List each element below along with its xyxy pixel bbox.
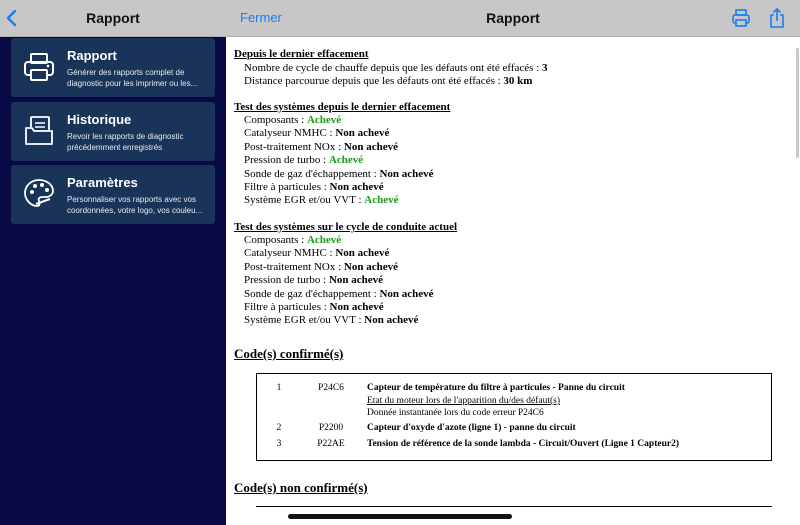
test-item [244, 154, 363, 166]
test-status: Non achevé [343, 260, 398, 273]
confirmed-codes-title: Code(s) confirmé(s) [234, 346, 344, 361]
printer-icon[interactable] [731, 8, 751, 28]
test-status: Non achevé [379, 287, 434, 300]
test-status: Non achevé [364, 314, 419, 327]
code-id: P2200 [318, 423, 344, 433]
page-title: Rapport [486, 10, 540, 26]
test-label: Pression de turbo : [244, 154, 329, 167]
test-label: Sonde de gaz d'échappement : [244, 167, 380, 180]
table-row [257, 439, 773, 452]
test-status: Achevé [306, 234, 342, 246]
printer-icon [22, 50, 56, 84]
card-title: Rapport [67, 48, 117, 63]
code-description: Tension de référence de la sonde lambda - Circuit/Ouvert (Ligne 1 Capteur2) [367, 439, 679, 449]
test-item [244, 168, 434, 180]
test-label: Filtre à particules : [244, 181, 330, 193]
test-status: Non achevé [379, 167, 434, 180]
sidebar [0, 0, 226, 525]
card-rapport[interactable] [11, 38, 215, 97]
code-number: 2 [276, 423, 282, 433]
test-item [244, 247, 389, 259]
test-status: Achevé [328, 154, 364, 167]
test-label: Post-traitement NOx : [244, 140, 344, 153]
test-label: Composants : [244, 234, 307, 246]
test-label: Post-traitement NOx : [244, 260, 344, 273]
test-item [244, 127, 389, 139]
code-number: 3 [276, 439, 282, 449]
main-panel [226, 0, 800, 525]
report-line: Nombre de cycle de chauffe depuis que les défauts ont été effacés : 3 [244, 62, 548, 74]
test-item [244, 261, 398, 273]
report-document[interactable] [226, 37, 800, 525]
freeze-frame-note: Donnée instantanée lors du code erreur P24C6 [367, 408, 544, 418]
table-row-sub [257, 408, 773, 421]
test-status: Non achevé [328, 274, 384, 287]
test-item [244, 234, 341, 246]
confirmed-codes-table [256, 373, 772, 461]
top-bar [226, 0, 800, 37]
test-item [244, 274, 383, 286]
test-status: Achevé [364, 194, 399, 207]
card-description: Générer des rapports complet de diagnostic pour les imprimer ou les... [67, 68, 198, 88]
test-label: Pression de turbo : [244, 274, 329, 287]
sidebar-header [0, 0, 226, 37]
code-id: P22AE [317, 439, 345, 449]
test-label: Filtre à particules : [244, 301, 330, 313]
table-row [257, 423, 773, 436]
home-indicator[interactable] [288, 514, 512, 519]
documents-icon [22, 114, 56, 148]
share-icon[interactable] [768, 7, 786, 29]
test-item [244, 181, 384, 193]
test-item [244, 288, 434, 300]
palette-icon [22, 177, 56, 211]
test-status: Achevé [306, 114, 342, 126]
test-label: Composants : [244, 114, 307, 126]
test-label: Système EGR et/ou VVT : [244, 314, 365, 327]
test-item [244, 301, 384, 313]
close-button[interactable]: Fermer [240, 10, 282, 25]
card-parametres[interactable] [11, 165, 215, 224]
card-title: Paramètres [67, 175, 138, 190]
test-status: Non achevé [335, 247, 390, 260]
test-item [244, 141, 398, 153]
code-number: 1 [276, 383, 282, 393]
card-title: Historique [67, 112, 132, 127]
test-label: Système EGR et/ou VVT : [244, 194, 365, 207]
sidebar-title: Rapport [86, 10, 140, 26]
code-description: Capteur de température du filtre à particules - Panne du circuit [367, 383, 625, 393]
scrollbar[interactable] [796, 48, 799, 158]
test-status: Non achevé [329, 181, 384, 193]
table-row [257, 383, 773, 396]
report-line: Distance parcourue depuis que les défauts ont été effacés : 30 km [244, 75, 533, 87]
test-status: Non achevé [329, 301, 384, 313]
section-title: Depuis le dernier effacement [234, 48, 369, 60]
test-label: Catalyseur NMHC : [244, 247, 336, 260]
section-title: Test des systèmes depuis le dernier effacement [234, 101, 451, 113]
test-label: Sonde de gaz d'échappement : [244, 287, 380, 300]
freeze-frame-link[interactable]: Etat du moteur lors de l'apparition du/des défaut(s) [367, 396, 560, 406]
test-label: Catalyseur NMHC : [244, 127, 336, 140]
card-description: Personnaliser vos rapports avec vos coordonnées, votre logo, vos couleu... [67, 195, 203, 215]
section-title: Test des systèmes sur le cycle de conduite actuel [234, 221, 458, 233]
code-description: Capteur d'oxyde d'azote (ligne 1) - panne du circuit [367, 423, 576, 433]
card-historique[interactable] [11, 102, 215, 161]
test-item [244, 314, 418, 326]
test-status: Non achevé [335, 127, 390, 140]
test-item [244, 114, 341, 126]
test-status: Non achevé [343, 140, 398, 153]
code-id: P24C6 [318, 383, 344, 393]
unconfirmed-codes-title: Code(s) non confirmé(s) [234, 480, 368, 495]
test-item [244, 194, 399, 206]
card-description: Revoir les rapports de diagnostic précédemment enregistrés [67, 132, 184, 152]
